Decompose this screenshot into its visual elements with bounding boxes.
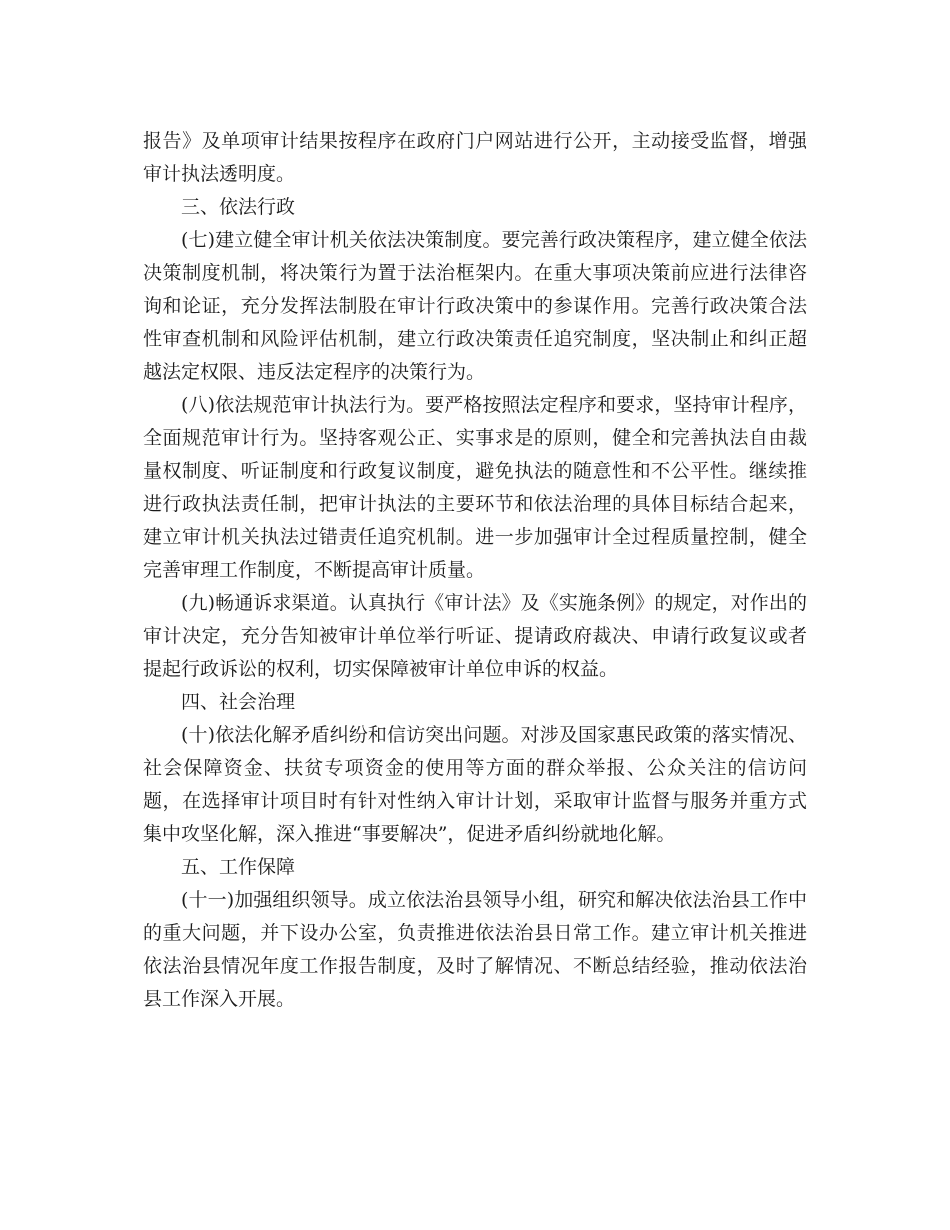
paragraph-leadership: (十一)加强组织领导。成立依法治县领导小组，研究和解决依法治县工作中的重大问题，并下设办公室，负责推进依法治县日常工作。建立审计机关推进依法治县情况年度工作报告制度，及时了解情况、不断总结经验，推动依法治县工作深入开展。 bbox=[143, 889, 807, 1010]
document-body bbox=[143, 125, 807, 1016]
paragraph-continued: 报告》及单项审计结果按程序在政府门户网站进行公开，主动接受监督，增强审计执法透明度。 bbox=[143, 130, 807, 185]
paragraph-enforcement: (八)依法规范审计执法行为。要严格按照法定程序和要求，坚持审计程序，全面规范审计行为。坚持客观公正、实事求是的原则，健全和完善执法自由裁量权制度、听证制度和行政复议制度，避免执法的随意性和不公平性。继续推进行政执法责任制，把审计执法的主要环节和依法治理的具体目标结合起来，建立审计机关执法过错责任追究机制。进一步加强审计全过程质量控制，健全完善审理工作制度，不断提高审计质量。 bbox=[143, 394, 807, 581]
section-heading-work-guarantee: 五、工作保障 bbox=[181, 856, 296, 878]
paragraph-decision-system: (七)建立健全审计机关依法决策制度。要完善行政决策程序，建立健全依法决策制度机制，将决策行为置于法治框架内。在重大事项决策前应进行法律咨询和论证，充分发挥法制股在审计行政决策中的参谋作用。完善行政决策合法性审查机制和风险评估机制，建立行政决策责任追究制度，坚决制止和纠正超越法定权限、违反法定程序的决策行为。 bbox=[143, 229, 807, 383]
section-heading-administration: 三、依法行政 bbox=[181, 196, 296, 218]
paragraph-appeal-channels: (九)畅通诉求渠道。认真执行《审计法》及《实施条例》的规定，对作出的审计决定，充分告知被审计单位举行听证、提请政府裁决、申请行政复议或者提起行政诉讼的权利，切实保障被审计单位申诉的权益。 bbox=[143, 592, 807, 680]
section-heading-social-governance: 四、社会治理 bbox=[181, 691, 296, 713]
paragraph-dispute-resolution: (十)依法化解矛盾纠纷和信访突出问题。对涉及国家惠民政策的落实情况、社会保障资金、扶贫专项资金的使用等方面的群众举报、公众关注的信访问题，在选择审计项目时有针对性纳入审计计划，采取审计监督与服务并重方式集中攻坚化解，深入推进“事要解决”，促进矛盾纠纷就地化解。 bbox=[143, 724, 807, 845]
